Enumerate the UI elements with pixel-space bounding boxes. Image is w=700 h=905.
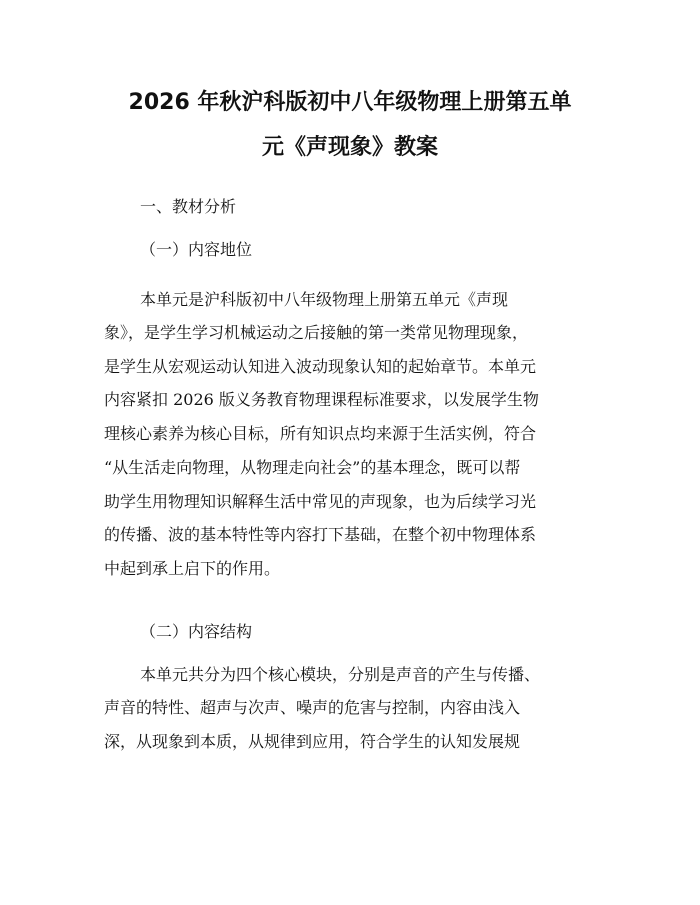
paragraph-1-line-2: 象》，是学生学习机械运动之后接触的第一类常见物理现象，	[104, 323, 529, 342]
paragraph-2-line-1: 本单元共分为四个核心模块，分别是声音的产生与传播、	[140, 665, 541, 684]
paragraph-2-line-2: 声音的特性、超声与次声、噪声的危害与控制，内容由浅入	[104, 698, 521, 717]
paragraph-1-line-1: 本单元是沪科版初中八年级物理上册第五单元《声现	[140, 290, 509, 309]
paragraph-1-line-4: 内容紧扣 2026 版义务教育物理课程标准要求，以发展学生物	[104, 390, 539, 409]
subsection-heading-content-position: （一）内容地位	[140, 240, 253, 259]
subsection-heading-content-structure: （二）内容结构	[140, 622, 253, 641]
document-title-line-2: 元《声现象》教案	[261, 135, 438, 160]
document-title-line-1: 2026 年秋沪科版初中八年级物理上册第五单	[128, 90, 572, 115]
paragraph-1-line-8: 的传播、波的基本特性等内容打下基础，在整个初中物理体系	[104, 525, 537, 544]
paragraph-2-line-3: 深，从现象到本质，从规律到应用，符合学生的认知发展规	[104, 732, 521, 751]
paragraph-1-line-6: “从生活走向物理，从物理走向社会”的基本理念，既可以帮	[104, 458, 521, 477]
section-heading-teaching-material-analysis: 一、教材分析	[140, 197, 237, 216]
paragraph-1-line-5: 理核心素养为核心目标，所有知识点均来源于生活实例，符合	[104, 424, 537, 443]
paragraph-1-line-7: 助学生用物理知识解释生活中常见的声现象，也为后续学习光	[104, 492, 537, 511]
paragraph-1-line-9: 中起到承上启下的作用。	[104, 559, 281, 578]
paragraph-1-line-3: 是学生从宏观运动认知进入波动现象认知的起始章节。本单元	[104, 357, 537, 376]
